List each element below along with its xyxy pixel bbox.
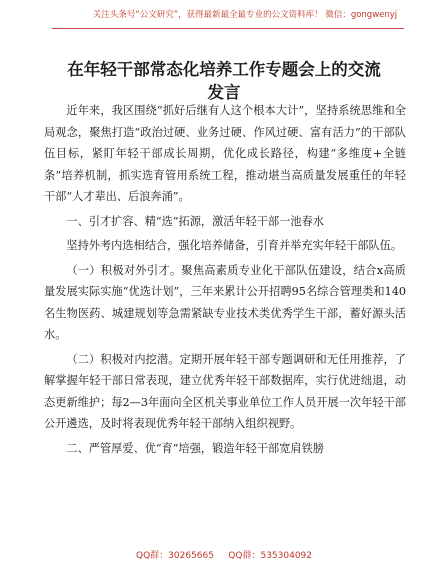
footer-qq-group-1: QQ群：30265665 xyxy=(136,551,214,561)
header-note: 关注头条号“公文研究”，获得最新最全最专业的公文资料库！ 微信：gongwenyj xyxy=(92,10,398,20)
section-heading-2: 二、严管厚爱、优“育”培强，锻造年轻干部宽肩铁膀 xyxy=(66,441,324,455)
footer xyxy=(0,548,448,561)
paragraph: 坚持外考内选相结合，强化培养储备，引育并举充实年轻干部队伍。 xyxy=(66,239,403,252)
paragraph-intro: 近年来，我区围绕“抓好后继有人这个根本大计”，坚持系统思维和全局观念，聚焦打造“政治过硬、业务过硬、作风过硬、富有活力”的干部队伍目标，紧盯年轻干部成长周期，优化成长路径，构建“多维度+全链条”培养机制，抓实选育管用系统工程，推动堪当高质量发展重任的年轻干部“人才辈出、后浪奔涌”。 xyxy=(44,104,406,203)
paragraph: （一）积极对外引才。聚焦高素质专业化干部队伍建设，结合x高质量发展实际实施“优选计划”，三年来累计公开招聘95名综合管理类和140名生物医药、城建规划等急需紧缺专业技术类优秀学生干部，蓄好源头活水。 xyxy=(44,263,406,341)
page-title: 在年轻干部常态化培养工作专题会上的交流发言 xyxy=(67,60,381,102)
document-body xyxy=(44,100,406,462)
paragraph: （二）积极对内挖潜。定期开展年轻干部专题调研和无任用推荐，了解掌握年轻干部日常表现，建立优秀年轻干部数据库，实行优进绌退，动态更新维护；每2—3年面向全区机关事业单位工作人员开展一次年轻干部公开遴选，及时将表现优秀年轻干部纳入组织视野。 xyxy=(44,352,406,430)
section-heading-1: 一、引才扩容、精“选”拓源，激活年轻干部一池春水 xyxy=(66,214,324,228)
header-divider xyxy=(52,28,404,29)
footer-qq-group-2: QQ群：535304092 xyxy=(228,551,312,561)
